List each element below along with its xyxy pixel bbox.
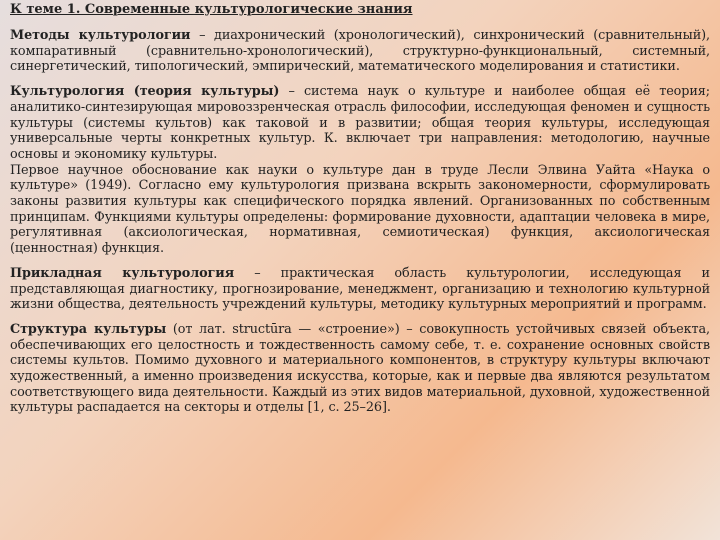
text-culturology-white: Первое научное обоснование как науки о культуре дан в труде Лесли Элвина Уайта «Наука о культуре» (1949). Согласно ему культурология призвана вскрыть закономерности, сформулировать законы развития культуры как специфического порядка явлений. Организованных по собственным принципам. Функциями культуры определены: формирование духовности, адаптации человека в мире, регулятивная (аксиологическая, нормативная, семиотическая) функция, аксиологическая (ценностная) функция. [10, 162, 710, 257]
term-methods: Методы культурологии [10, 28, 191, 43]
text-methods: – диахронический (хронологический), синхронический (сравнительный), компаративный (сравнительно-хронологический), структурно-функциональный, системный, синергетический, типологический, эмпирический, математического моделирования и статистики. [10, 28, 710, 75]
text-culturology: – система наук о культуре и наиболее общая её теория; аналитико-синтезирующая мировоззренческая отрасль философии, исследующая феномен и сущность культуры (системы культов) как таковой и в развитии; общая теория культуры, исследующая универсальные черты конкретных культур. К. включает три направления: методологию, научные основы и экономику культуры. [10, 84, 710, 162]
paragraph-applied [10, 266, 710, 313]
term-applied: Прикладная культурология [10, 265, 235, 281]
term-structure: Структура культуры [10, 321, 167, 337]
paragraph-methods [10, 28, 710, 75]
paragraph-culturology [10, 84, 710, 257]
text-applied: – практическая область культурологии, исследующая и представляющая диагностику, прогнозирование, менеджмент, организацию и технологию культурной жизни общества, деятельность учреждений культуры, методику культурных мероприятий и программ. [10, 265, 710, 313]
term-culturology: Культурология (теория культуры) [10, 84, 280, 100]
document-page [10, 2, 710, 425]
text-structure: (от лат. structūra — «строение») – совокупность устойчивых связей объекта, обеспечивающих его целостность и тождественность самому себе, т. е. сохранение основных свойств системы культов. Помимо духовного и материального компонентов, в структуру культуры включают художественный, а именно произведения искусства, которые, как и первые два являются результатом соответствующего вида деятельности. Каждый из этих видов материальной, духовной, художественной культуры распадается на секторы и отделы [1, с. 25–26]. [10, 321, 710, 416]
paragraph-structure [10, 322, 710, 416]
page-title: К теме 1. Современные культурологические знания [10, 2, 413, 17]
